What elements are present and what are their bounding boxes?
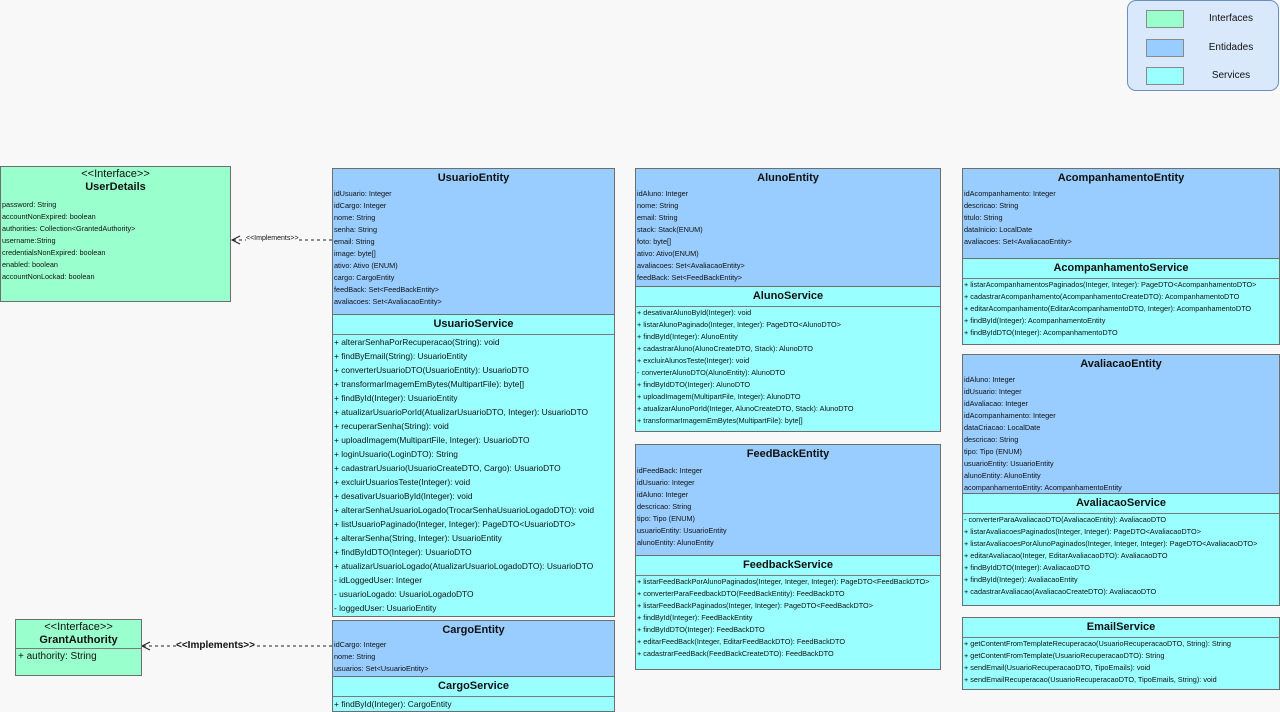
method-line: + editarAvaliacao(Integer, EditarAvaliacaoDTO): AvaliacaoDTO xyxy=(964,551,1168,560)
implements-arrowhead-user-details xyxy=(232,236,240,244)
attribute-line: avaliacoes: Set<AvaliacaoEntity> xyxy=(637,261,745,270)
method-line: + findByIdDTO(Integer): AvaliacaoDTO xyxy=(964,563,1090,572)
attribute-line: descricao: String xyxy=(964,435,1019,444)
method-line: + loginUsuario(LoginDTO): String xyxy=(334,449,458,459)
method-line: + findById(Integer): AvaliacaoEntity xyxy=(964,575,1078,584)
class-title: CargoService xyxy=(438,680,509,692)
attribute-line: idAvaliacao: Integer xyxy=(964,399,1028,408)
method-line: + sendEmailRecuperacao(UsuarioRecuperacaoDTO, TipoEmails, String): void xyxy=(964,675,1217,684)
class-title: UserDetails xyxy=(85,181,146,193)
attribute-line: idAcompanhamento: Integer xyxy=(964,411,1056,420)
implements-label-top: <<Implements>> xyxy=(246,235,299,242)
cargo-class[interactable] xyxy=(332,620,615,712)
class-title: EmailService xyxy=(1086,621,1156,633)
attribute-line: idCargo: Integer xyxy=(334,640,387,649)
method-line: + findById(Integer): AlunoEntity xyxy=(637,332,738,341)
method-line: + alterarSenha(String, Integer): UsuarioEntity xyxy=(334,533,502,543)
usuario-entity[interactable] xyxy=(333,169,614,314)
method-line: + recuperarSenha(String): void xyxy=(334,421,449,431)
method-line: + cadastrarUsuario(UsuarioCreateDTO, Cargo): UsuarioDTO xyxy=(334,463,561,473)
class-title: CargoEntity xyxy=(442,624,505,636)
attribute-line: alunoEntity: AlunoEntity xyxy=(964,471,1041,480)
feedback-class[interactable] xyxy=(635,444,941,670)
method-line: + cadastrarAvaliacao(AvaliacaoCreateDTO): AvaliacaoDTO xyxy=(964,587,1157,596)
legend-swatch-interfaces xyxy=(1146,10,1184,28)
method-line: - converterParaAvaliacaoDTO(AvaliacaoEntity): AvaliacaoDTO xyxy=(964,515,1167,524)
usuario-service[interactable] xyxy=(333,314,614,616)
cargo-service[interactable] xyxy=(333,676,614,711)
attribute-line: idUsuario: Integer xyxy=(334,189,392,198)
attribute-list xyxy=(636,465,940,549)
attribute-line: descricao: String xyxy=(637,502,692,511)
method-line: + cadastrarAcompanhamento(AcompanhamentoCreateDTO): AcompanhamentoDTO xyxy=(964,292,1240,301)
acompanhamento-entity[interactable] xyxy=(963,169,1279,258)
attribute-list xyxy=(963,188,1279,248)
method-line: + findByIdDTO(Integer): UsuarioDTO xyxy=(334,547,472,557)
attribute-line: nome: String xyxy=(637,201,679,210)
method-line: + sendEmail(UsuarioRecuperacaoDTO, TipoEmails): void xyxy=(964,663,1151,672)
acompanhamento-service[interactable] xyxy=(963,258,1279,344)
stereotype-label: <<Interface>> xyxy=(81,168,150,180)
attribute-line: nome: String xyxy=(334,213,376,222)
method-list xyxy=(333,335,614,615)
attribute-list xyxy=(333,639,614,675)
class-title: UsuarioService xyxy=(433,318,514,330)
legend-item-services xyxy=(1146,67,1276,87)
method-line: + uploadImagem(MultipartFile, Integer): UsuarioDTO xyxy=(334,435,530,445)
attribute-line: dataCriacao: LocalDate xyxy=(964,423,1041,432)
attribute-line: titulo: String xyxy=(964,213,1003,222)
legend-swatch-entidades xyxy=(1146,39,1184,57)
method-line: + listarFeedBackPorAlunoPaginados(Integer, Integer, Integer): PageDTO<FeedBackDTO> xyxy=(637,577,930,586)
method-line: + atualizarAlunoPorId(Integer, AlunoCreateDTO, Stack): AlunoDTO xyxy=(637,404,854,413)
avaliacao-class[interactable] xyxy=(962,354,1280,606)
method-line: + alterarSenhaUsuarioLogado(TrocarSenhaUsuarioLogadoDTO): void xyxy=(334,505,595,515)
method-line: + listarFeedBackPaginados(Integer, Integer): PageDTO<FeedBackDTO> xyxy=(637,601,873,610)
attribute-line: idAcompanhamento: Integer xyxy=(964,189,1056,198)
attribute-line: idAluno: Integer xyxy=(637,490,689,499)
method-line: - loggedUser: UsuarioEntity xyxy=(334,603,437,613)
method-line: + editarAcompanhamento(EditarAcompanhamentoDTO, Integer): AcompanhamentoDTO xyxy=(964,304,1252,313)
attribute-line: alunoEntity: AlunoEntity xyxy=(637,538,714,547)
attribute-line: email: String xyxy=(637,213,678,222)
feedback-service[interactable] xyxy=(636,555,940,669)
method-line: + findByIdDTO(Integer): FeedBackDTO xyxy=(637,625,765,634)
avaliacao-entity[interactable] xyxy=(963,355,1279,493)
legend-label: Interfaces xyxy=(1209,13,1253,24)
implements-arrowhead-grant-authority xyxy=(142,642,150,650)
attribute-line: stack: Stack(ENUM) xyxy=(637,225,703,234)
attribute-line: enabled: boolean xyxy=(2,260,58,269)
attribute-line: usuarios: Set<UsuarioEntity> xyxy=(334,664,429,673)
attribute-line: idCargo: Integer xyxy=(334,201,387,210)
attribute-list xyxy=(333,188,614,308)
class-title: AcompanhamentoService xyxy=(1053,262,1189,274)
attribute-line: accountNonExpired: boolean xyxy=(2,212,96,221)
method-list xyxy=(636,307,940,427)
method-line: + excluirUsuariosTeste(Integer): void xyxy=(334,477,471,487)
attribute-line: idUsuario: Integer xyxy=(637,478,695,487)
usuario-class[interactable] xyxy=(332,168,615,617)
legend-label: Entidades xyxy=(1208,42,1254,53)
method-list xyxy=(963,279,1279,339)
method-line: + findById(Integer): UsuarioEntity xyxy=(334,393,458,403)
method-line: + listarAlunoPaginado(Integer, Integer): PageDTO<AlunoDTO> xyxy=(637,320,841,329)
class-title: FeedbackService xyxy=(743,559,833,571)
grant-authority-interface[interactable] xyxy=(15,619,142,676)
aluno-entity[interactable] xyxy=(636,169,940,286)
method-line: + findByEmail(String): UsuarioEntity xyxy=(334,351,468,361)
attribute-line: feedBack: Set<FeedBackEntity> xyxy=(637,273,743,282)
class-title: GrantAuthority xyxy=(39,634,118,646)
class-title: AvaliacaoEntity xyxy=(1080,358,1162,370)
method-line: + desativarAlunoById(Integer): void xyxy=(637,308,752,317)
method-line: + findById(Integer): CargoEntity xyxy=(334,699,452,709)
method-line: + atualizarUsuarioLogado(AtualizarUsuarioLogadoDTO): UsuarioDTO xyxy=(334,561,594,571)
method-line: + findByIdDTO(Integer): AcompanhamentoDTO xyxy=(964,328,1118,337)
attribute-line: descricao: String xyxy=(964,201,1019,210)
avaliacao-service[interactable] xyxy=(963,493,1279,605)
acompanhamento-class[interactable] xyxy=(962,168,1280,345)
method-line: + findByIdDTO(Integer): AlunoDTO xyxy=(637,380,751,389)
method-line: + excluirAlunosTeste(Integer): void xyxy=(637,356,750,365)
attribute-line: avaliacoes: Set<AvaliacaoEntity> xyxy=(964,237,1072,246)
aluno-service[interactable] xyxy=(636,286,940,431)
attribute-list xyxy=(1,199,230,283)
class-title: UsuarioEntity xyxy=(437,172,510,184)
legend-item-interfaces xyxy=(1146,10,1276,30)
legend-item-entidades xyxy=(1146,39,1276,59)
method-list xyxy=(636,576,940,660)
method-line: + desativarUsuarioById(Integer): void xyxy=(334,491,473,501)
method-list xyxy=(333,697,614,711)
method-line: + converterParaFeedbackDTO(FeedBackEntity): FeedBackDTO xyxy=(637,589,845,598)
attribute-line: acompanhamentoEntity: AcompanhamentoEntity xyxy=(964,483,1122,492)
legend-label: Services xyxy=(1211,70,1251,81)
method-line: + findById(Integer): AcompanhamentoEntity xyxy=(964,316,1106,325)
attribute-line: idAluno: Integer xyxy=(964,375,1016,384)
attribute-line: nome: String xyxy=(334,652,376,661)
method-list xyxy=(963,514,1279,598)
class-title: FeedBackEntity xyxy=(746,448,830,460)
attribute-line: email: String xyxy=(334,237,375,246)
attribute-line: foto: byte[] xyxy=(637,237,672,246)
attribute-line: tipo: Tipo (ENUM) xyxy=(964,447,1022,456)
feedback-entity[interactable] xyxy=(636,445,940,555)
attribute-line: username:String xyxy=(2,236,56,245)
attribute-line: usuarioEntity: UsuarioEntity xyxy=(964,459,1054,468)
divider xyxy=(16,648,141,649)
method-line: - converterAlunoDTO(AlunoEntity): AlunoDTO xyxy=(637,368,786,377)
attribute-line: ativo: Ativo (ENUM) xyxy=(334,261,398,270)
method-line: + cadastrarFeedBack(FeedBackCreateDTO): FeedBackDTO xyxy=(637,649,834,658)
attribute-line: image: byte[] xyxy=(334,249,376,258)
method-line: + cadastrarAluno(AlunoCreateDTO, Stack): AlunoDTO xyxy=(637,344,813,353)
method-line: + converterUsuarioDTO(UsuarioEntity): UsuarioDTO xyxy=(334,365,529,375)
class-title: AlunoEntity xyxy=(757,172,819,184)
method-line: + transformarImagemEmBytes(MultipartFile): byte[] xyxy=(334,379,525,389)
email-service[interactable] xyxy=(962,617,1280,690)
class-title: AvaliacaoService xyxy=(1075,497,1167,509)
attribute-line: authorities: Collection<GrantedAuthority> xyxy=(2,224,136,233)
user-details-interface[interactable] xyxy=(0,166,231,302)
method-line: + getContentFromTemplateRecuperacao(UsuarioRecuperacaoDTO, String): String xyxy=(964,639,1231,648)
attribute-line: senha: String xyxy=(334,225,377,234)
class-title: AcompanhamentoEntity xyxy=(1057,172,1185,184)
attribute-line: cargo: CargoEntity xyxy=(334,273,395,282)
legend xyxy=(1127,0,1279,91)
method-line: - idLoggedUser: Integer xyxy=(334,575,422,585)
attribute-list xyxy=(963,374,1279,493)
attribute-line: credentialsNonExpired: boolean xyxy=(2,248,106,257)
method-line: + listarAvaliacoesPorAlunoPaginados(Integer, Integer, Integer): PageDTO<AvaliacaoDTO> xyxy=(964,539,1258,548)
attribute-line: accountNonLockad: boolean xyxy=(2,272,95,281)
attribute-line: ativo: Ativo(ENUM) xyxy=(637,249,699,258)
method-line: - usuarioLogado: UsuarioLogadoDTO xyxy=(334,589,474,599)
attribute-line: + authority: String xyxy=(18,651,97,662)
method-line: + listarAcompanhamentosPaginados(Integer, Integer): PageDTO<AcompanhamentoDTO> xyxy=(964,280,1257,289)
attribute-line: dataInicio: LocalDate xyxy=(964,225,1033,234)
attribute-line: tipo: Tipo (ENUM) xyxy=(637,514,695,523)
method-line: + transformarImagemEmBytes(MultipartFile): byte[] xyxy=(637,416,803,425)
attribute-line: feedBack: Set<FeedBackEntity> xyxy=(334,285,440,294)
attribute-line: avaliacoes: Set<AvaliacaoEntity> xyxy=(334,297,442,306)
implements-label-bottom: <<Implements>> xyxy=(176,640,255,651)
legend-swatch-services xyxy=(1146,67,1184,85)
class-title: AlunoService xyxy=(752,290,824,302)
attribute-line: password: String xyxy=(2,200,57,209)
method-line: + listarAvaliacoesPaginados(Integer, Integer): PageDTO<AvaliacaoDTO> xyxy=(964,527,1201,536)
method-line: + editarFeedBack(Integer, EditarFeedBackDTO): FeedBackDTO xyxy=(637,637,845,646)
stereotype-label: <<Interface>> xyxy=(44,621,113,633)
attribute-line: usuarioEntity: UsuarioEntity xyxy=(637,526,727,535)
attribute-line: idAluno: Integer xyxy=(637,189,689,198)
method-line: + atualizarUsuarioPorId(AtualizarUsuarioDTO, Integer): UsuarioDTO xyxy=(334,407,589,417)
attribute-list xyxy=(636,188,940,284)
method-line: + uploadImagem(MultipartFile, Integer): AlunoDTO xyxy=(637,392,801,401)
method-line: + listUsuarioPaginado(Integer, Integer): PageDTO<UsuarioDTO> xyxy=(334,519,576,529)
method-line: + getContentFromTemplate(UsuarioRecuperacaoDTO): String xyxy=(964,651,1165,660)
attribute-line: idFeedBack: Integer xyxy=(637,466,703,475)
method-line: + alterarSenhaPorRecuperacao(String): void xyxy=(334,337,500,347)
aluno-class[interactable] xyxy=(635,168,941,432)
method-list xyxy=(963,638,1279,686)
method-line: + findById(Integer): FeedBackEntity xyxy=(637,613,753,622)
attribute-line: idUsuario: Integer xyxy=(964,387,1022,396)
cargo-entity[interactable] xyxy=(333,621,614,676)
